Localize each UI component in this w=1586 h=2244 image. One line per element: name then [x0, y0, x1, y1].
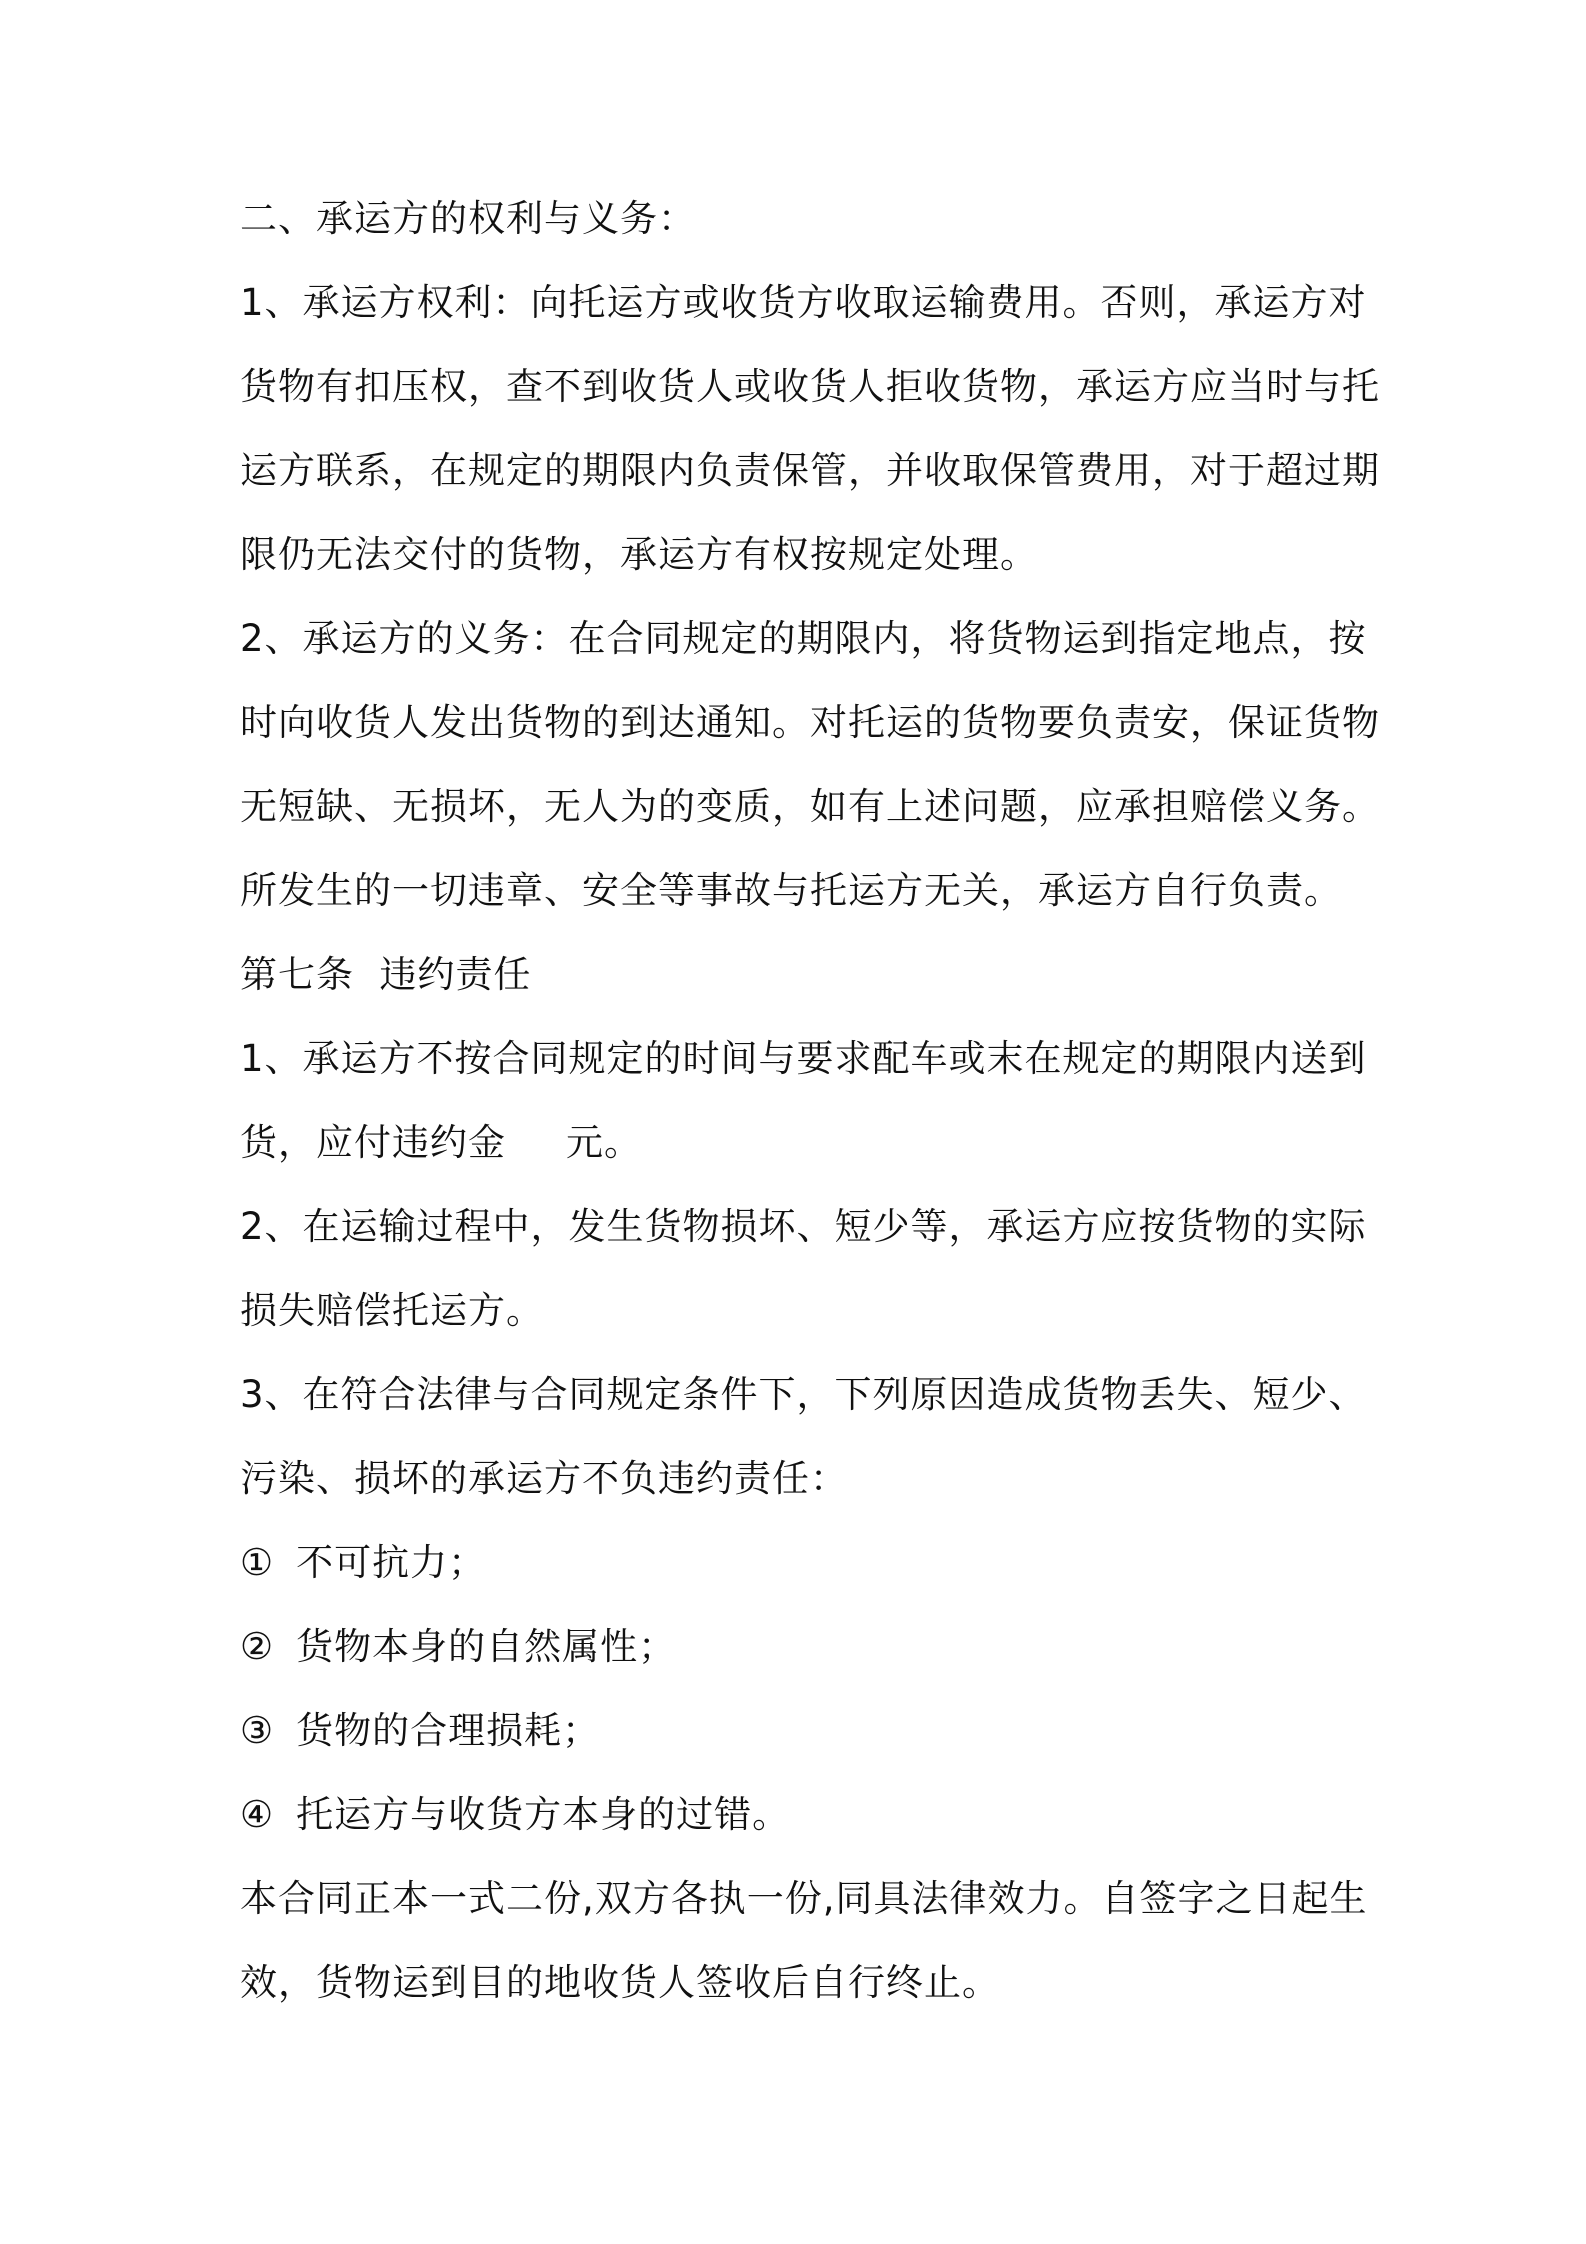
clause3-line: 3、在符合法律与合同规定条件下，下列原因造成货物丢失、短少、	[240, 1373, 1367, 1416]
exemption-text: 货物本身的自然属性；	[296, 1625, 677, 1668]
clause1-line	[240, 1122, 1360, 1206]
rights-line: 1、承运方权利：向托运方或收货方收取运输费用。否则，承运方对	[240, 281, 1367, 324]
closing-line: 本合同正本一式二份,双方各执一份,同具法律效力。自签字之日起生	[240, 1877, 1368, 1920]
duties-line: 所发生的一切违章、安全等事故与托运方无关，承运方自行负责。	[240, 869, 1342, 912]
article-title: 第七条 违约责任	[240, 953, 532, 996]
clause2-line: 2、在运输过程中，发生货物损坏、短少等，承运方应按货物的实际	[240, 1205, 1367, 1248]
duties-line: 无短缺、无损坏，无人为的变质，如有上述问题，应承担赔偿义务。	[240, 785, 1380, 828]
exemption-text: 托运方与收货方本身的过错。	[296, 1793, 791, 1836]
rights-line: 货物有扣压权，查不到收货人或收货人拒收货物，承运方应当时与托	[240, 365, 1380, 408]
document-body	[240, 197, 1380, 2046]
exemption-item	[240, 1794, 1360, 1878]
exemption-mark: ②	[240, 1625, 275, 1668]
duties-line: 时向收货人发出货物的到达通知。对托运的货物要负责安，保证货物	[240, 701, 1380, 744]
rights-line: 限仍无法交付的货物，承运方有权按规定处理。	[240, 533, 1038, 576]
clause1-line: 1、承运方不按合同规定的时间与要求配车或末在规定的期限内送到	[240, 1037, 1367, 1080]
rights-line: 运方联系，在规定的期限内负责保管，并收取保管费用，对于超过期	[240, 449, 1380, 492]
exemption-text: 货物的合理损耗；	[296, 1709, 601, 1752]
clause3-line: 污染、损坏的承运方不负违约责任：	[240, 1457, 848, 1500]
exemption-mark: ③	[240, 1709, 275, 1752]
clause1-suffix: 元。	[566, 1121, 642, 1164]
section-heading: 二、承运方的权利与义务：	[240, 197, 696, 240]
exemption-mark: ④	[240, 1793, 275, 1836]
exemption-text: 不可抗力；	[296, 1541, 487, 1584]
closing-line: 效，货物运到目的地收货人签收后自行终止。	[240, 1961, 1000, 2004]
exemption-mark: ①	[240, 1541, 275, 1584]
clause1-prefix: 货，应付违约金	[240, 1121, 506, 1164]
exemption-item	[240, 1710, 1360, 1794]
exemption-item	[240, 1542, 1360, 1626]
clause2-line: 损失赔偿托运方。	[240, 1289, 544, 1332]
exemption-item	[240, 1626, 1360, 1710]
duties-line: 2、承运方的义务：在合同规定的期限内，将货物运到指定地点，按	[240, 617, 1367, 660]
